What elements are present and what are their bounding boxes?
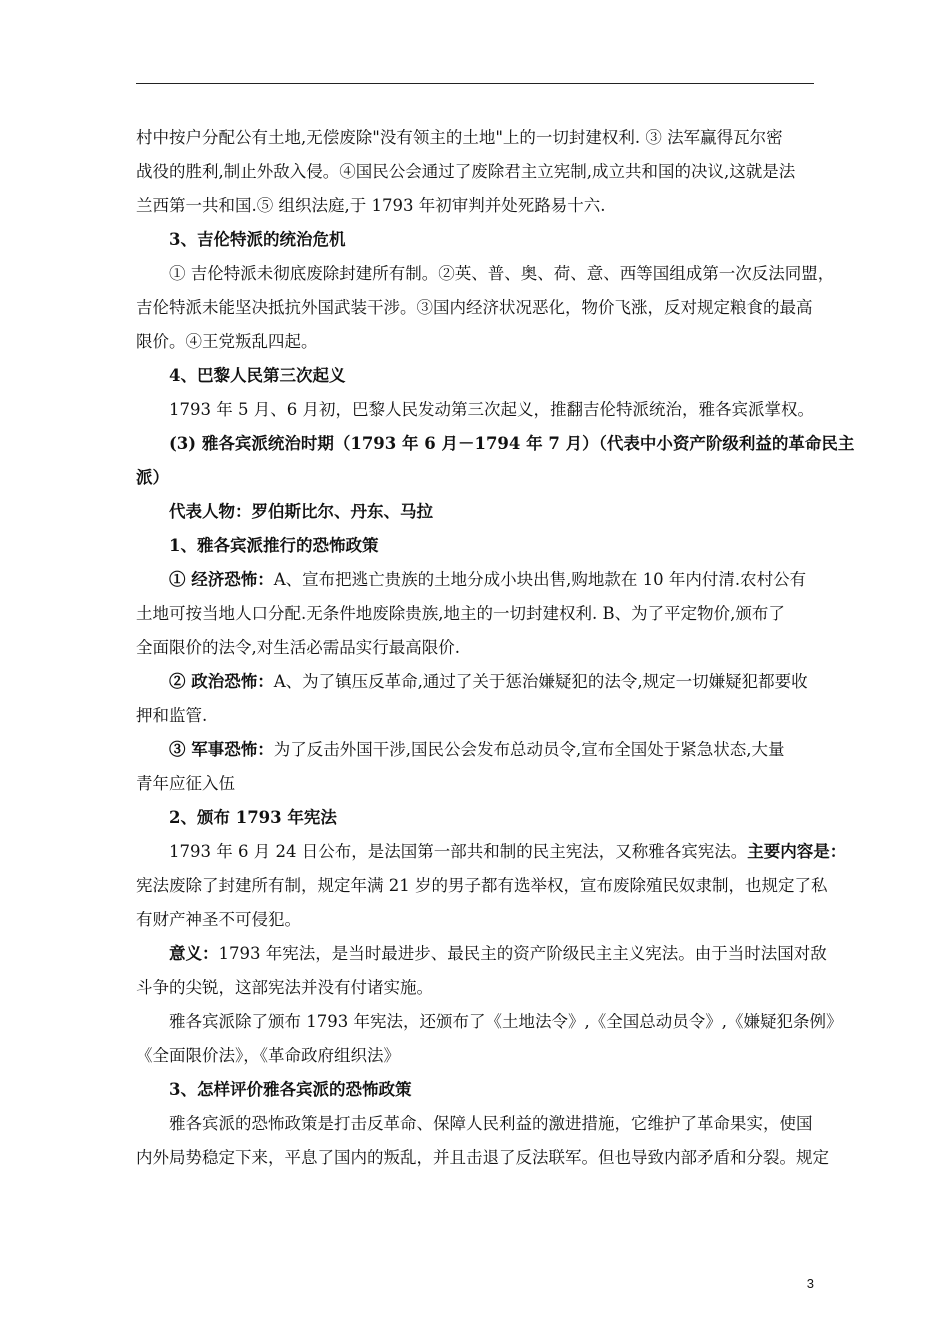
body-text: 兰西第一共和国.⑤ 组织法庭,于 1793 年初审判并处死路易十六. <box>136 196 606 215</box>
body-text: 限价。④王党叛乱四起。 <box>136 332 318 351</box>
document-body <box>136 121 855 1175</box>
text-line <box>136 427 855 461</box>
text-line <box>136 597 814 631</box>
header-rule <box>136 83 814 84</box>
body-text: 1793 年 5 月、6 月初，巴黎人民发动第三次起义，推翻吉伦特派统治，雅各宾派掌权。 <box>169 400 814 419</box>
body-text: 斗争的尖锐，这部宪法并没有付诸实施。 <box>136 978 433 997</box>
text-line <box>136 733 814 767</box>
text-line <box>136 529 814 563</box>
bold-text: ① 经济恐怖： <box>169 570 274 589</box>
text-line <box>136 563 814 597</box>
bold-text: 派） <box>136 468 169 487</box>
text-line <box>136 1141 829 1175</box>
bold-text: 主要内容是： <box>747 842 847 861</box>
text-line <box>136 937 827 971</box>
bold-text: ② 政治恐怖： <box>169 672 274 691</box>
text-line <box>136 1039 814 1073</box>
body-text: 雅各宾派除了颁布 1793 年宪法，还颁布了《土地法令》,《全国总动员令》,《嫌疑犯条例》 <box>169 1012 843 1031</box>
text-line <box>136 121 814 155</box>
body-text: 内外局势稳定下来，平息了国内的叛乱，并且击退了反法联军。但也导致内部矛盾和分裂。规定 <box>136 1148 829 1167</box>
body-text: 1793 年宪法，是当时最进步、最民主的资产阶级民主主义宪法。由于当时法国对敌 <box>218 944 827 963</box>
bold-text: 1、雅各宾派推行的恐怖政策 <box>169 536 379 555</box>
text-line <box>136 325 814 359</box>
body-text: 战役的胜利,制止外敌入侵。④国民公会通过了废除君主立宪制,成立共和国的决议,这就是法 <box>136 162 796 181</box>
body-text: 村中按户分配公有土地,无偿废除"没有领主的土地"上的一切封建权利. ③ 法军赢得瓦尔密 <box>136 128 783 147</box>
body-text: 《全面限价法》，《革命政府组织法》 <box>136 1046 400 1065</box>
body-text: 全面限价的法令,对生活必需品实行最高限价. <box>136 638 460 657</box>
body-text: A、为了镇压反革命,通过了关于惩治嫌疑犯的法令,规定一切嫌疑犯都要收 <box>273 672 808 691</box>
text-line <box>136 1005 843 1039</box>
bold-text: 意义： <box>169 944 219 963</box>
body-text: 宪法废除了封建所有制，规定年满 21 岁的男子都有选举权，宣布废除殖民奴隶制，也规定了私 <box>136 876 828 895</box>
body-text: 押和监管. <box>136 706 208 725</box>
body-text: 雅各宾派的恐怖政策是打击反革命、保障人民利益的激进措施，它维护了革命果实，使国 <box>169 1114 813 1133</box>
text-line <box>136 971 814 1005</box>
text-line <box>136 801 814 835</box>
text-line <box>136 699 814 733</box>
body-text: 有财产神圣不可侵犯。 <box>136 910 301 929</box>
text-line <box>136 869 828 903</box>
text-line <box>136 393 814 427</box>
text-line <box>136 461 814 495</box>
text-line <box>136 767 814 801</box>
body-text: 青年应征入伍 <box>136 774 235 793</box>
body-text: 为了反击外国干涉,国民公会发布总动员令,宣布全国处于紧急状态,大量 <box>273 740 785 759</box>
bold-text: 3、怎样评价雅各宾派的恐怖政策 <box>169 1080 412 1099</box>
text-line <box>136 257 835 291</box>
text-line <box>136 1073 814 1107</box>
text-line <box>136 835 847 869</box>
text-line <box>136 223 814 257</box>
text-line <box>136 189 814 223</box>
bold-text: 代表人物：罗伯斯比尔、丹东、马拉 <box>169 502 433 521</box>
page-number: 3 <box>806 1276 814 1291</box>
bold-text: ③ 军事恐怖： <box>169 740 274 759</box>
text-line <box>136 665 814 699</box>
bold-text: 2、颁布 1793 年宪法 <box>169 808 337 827</box>
body-text: A、宣布把逃亡贵族的土地分成小块出售,购地款在 10 年内付清.农村公有 <box>273 570 807 589</box>
body-text: 1793 年 6 月 24 日公布，是法国第一部共和制的民主宪法，又称雅各宾宪法。 <box>169 842 748 861</box>
body-text: 吉伦特派未能坚决抵抗外国武装干涉。③国内经济状况恶化，物价飞涨，反对规定粮食的最高 <box>136 298 813 317</box>
body-text: ① 吉伦特派未彻底废除封建所有制。②英、普、奥、荷、意、西等国组成第一次反法同盟， <box>169 264 835 283</box>
text-line <box>136 359 814 393</box>
bold-text: 4、巴黎人民第三次起义 <box>169 366 346 385</box>
body-text: 土地可按当地人口分配.无条件地废除贵族,地主的一切封建权利. B、为了平定物价,颁布了 <box>136 604 785 623</box>
bold-text: 3、吉伦特派的统治危机 <box>169 230 346 249</box>
text-line <box>136 495 814 529</box>
text-line <box>136 291 814 325</box>
text-line <box>136 903 814 937</box>
text-line <box>136 1107 814 1141</box>
text-line <box>136 631 814 665</box>
text-line <box>136 155 814 189</box>
bold-text: (3) 雅各宾派统治时期（1793 年 6 月－1794 年 7 月）（代表中小资产阶级利益的革命民主 <box>169 434 855 453</box>
